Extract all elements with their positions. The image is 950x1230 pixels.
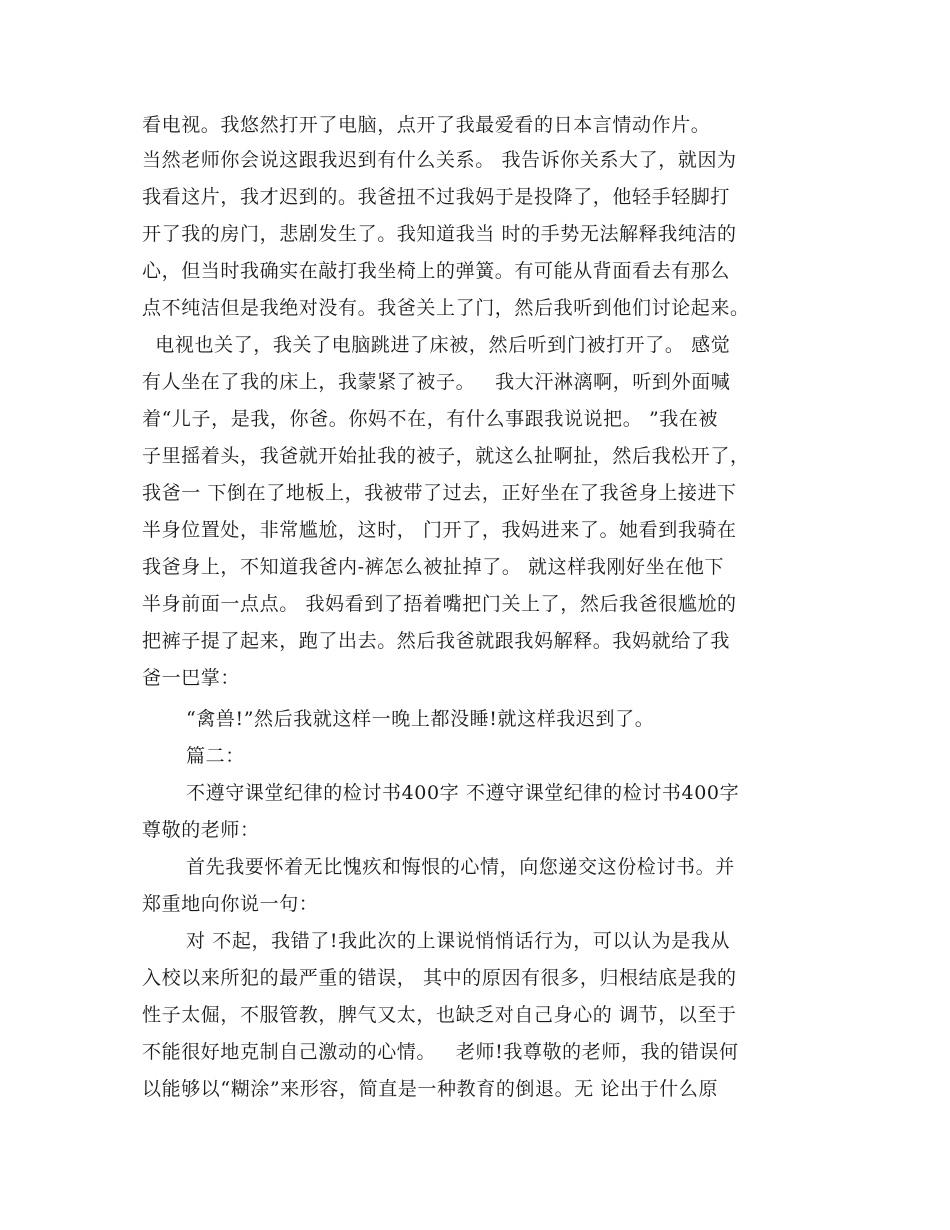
text-line-14: 半身前面一点点。 我妈看到了捂着嘴把门关上了，然后我爸很尴尬的 (142, 593, 737, 615)
text-line-15: 把裤子提了起来，跑了出去。然后我爸就跟我妈解释。我妈就给了我 (142, 630, 731, 652)
text-line-26: 不能很好地克制自己激动的心情。 老师!我尊敬的老师，我的错误何 (142, 1041, 739, 1063)
text-line-4: 开了我的房门，悲剧发生了。我知道我当 时的手势无法解释我纯洁的 (142, 223, 737, 245)
text-line-22: 郑重地向你说一句： (142, 893, 319, 915)
text-line-2: 当然老师你会说这跟我迟到有什么关系。 我告诉你关系大了，就因为 (142, 149, 737, 171)
text-line-19: 不遵守课堂纪律的检讨书400字 不遵守课堂纪律的检讨书400字 (186, 782, 740, 804)
text-line-12: 半身位置处，非常尴尬，这时， 门开了，我妈进来了。她看到我骑在 (142, 519, 737, 541)
text-line-6: 点不纯洁但是我绝对没有。我爸关上了门，然后我听到他们讨论起来。 (142, 297, 750, 319)
text-line-25: 性子太倔，不服管教，脾气又太，也缺乏对自己身心的 调节，以至于 (142, 1004, 737, 1026)
text-line-13: 我爸身上，不知道我爸内-裤怎么被扯掉了。 就这样我刚好坐在他下 (142, 556, 725, 578)
text-line-21: 首先我要怀着无比愧疚和悔恨的心情，向您递交这份检讨书。并 (186, 856, 735, 878)
text-line-11: 我爸一 下倒在了地板上，我被带了过去，正好坐在了我爸身上接进下 (142, 482, 737, 504)
section-heading: 篇二： (186, 745, 245, 767)
text-line-3: 我看这片，我才迟到的。我爸扭不过我妈于是投降了，他轻手轻脚打 (142, 186, 731, 208)
text-line-5: 心，但当时我确实在敲打我坐椅上的弹簧。有可能从背面看去有那么 (142, 260, 731, 282)
text-line-1: 看电视。我悠然打开了电脑，点开了我最爱看的日本言情动作片。 (142, 114, 711, 136)
text-line-7: 电视也关了，我关了电脑跳进了床被，然后听到门被打开了。 感觉 (142, 334, 731, 356)
text-line-24: 入校以来所犯的最严重的错误， 其中的原因有很多，归根结底是我的 (142, 967, 737, 989)
text-line-8: 有人坐在了我的床上，我蒙紧了被子。 我大汗淋漓啊，听到外面喊 (142, 371, 731, 393)
text-line-16: 爸一巴掌： (142, 667, 241, 689)
text-line-27: 以能够以“糊涂”来形容，简直是一种教育的倒退。无 论出于什么原 (142, 1078, 719, 1100)
text-line-9: 着“儿子，是我，你爸。你妈不在，有什么事跟我说说把。 ”我在被 (142, 408, 719, 430)
text-line-10: 子里摇着头，我爸就开始扯我的被子，就这么扯啊扯，然后我松开了， (142, 445, 750, 467)
salutation: 尊敬的老师： (142, 819, 260, 841)
text-line-17: “禽兽!”然后我就这样一晚上都没睡!就这样我迟到了。 (186, 708, 655, 730)
text-line-23: 对 不起，我错了!我此次的上课说悄悄话行为，可以认为是我从 (186, 930, 731, 952)
